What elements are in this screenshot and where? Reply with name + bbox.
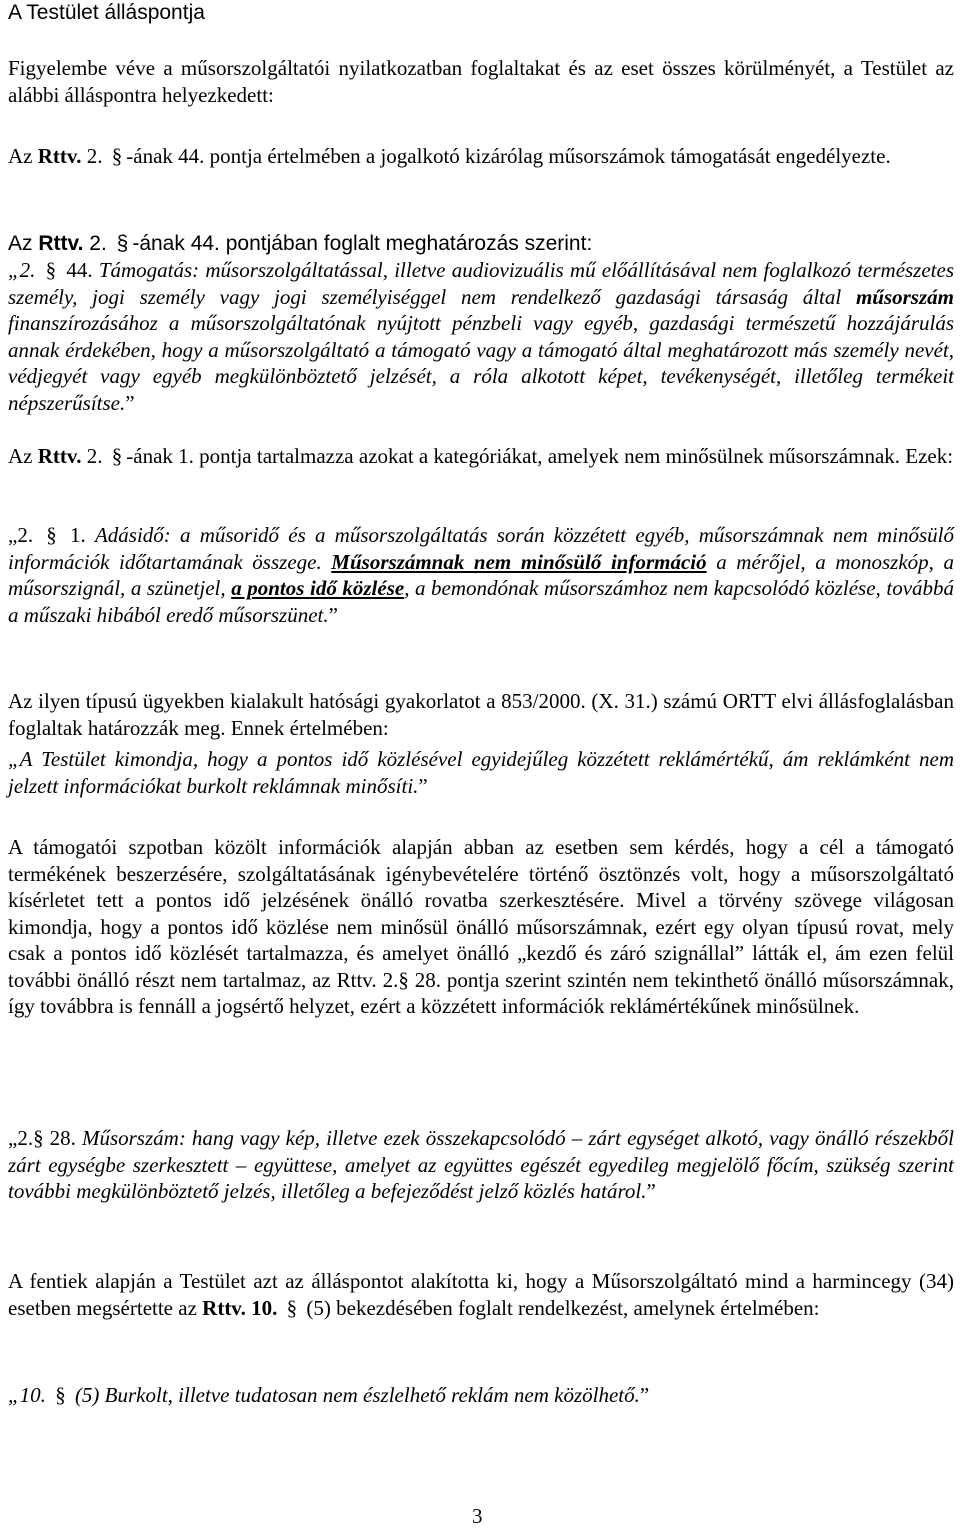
section-sign: § (111, 444, 123, 468)
section-sign: § (33, 1126, 44, 1150)
rttv-44-paragraph: Az Rttv. 2. § -ának 44. pontja értelmében a jogalkotó kizárólag műsorszámok támogatását engedélyezte. (8, 144, 891, 168)
covert-advertising-quote: „10. § (5) Burkolt, illetve tudatosan nem észlelhető reklám nem közölhető.” (8, 1383, 650, 1407)
section-sign: § (398, 967, 409, 992)
practice-paragraph: Az ilyen típusú ügyekben kialakult hatósági gyakorlatot a 853/2000. (X. 31.) számú ORTT elvi állásfoglalásban foglaltak határozzák meg. Ennek értelmében: (8, 689, 954, 740)
rttv-1-paragraph: Az Rttv. 2. § -ának 1. pontja tartalmazza azokat a kategóriákat, amelyek nem minősülnek műsorszámnak. Ezek: (8, 444, 954, 468)
intro-paragraph: Figyelembe véve a műsorszolgáltatói nyilatkozatban foglaltakat és az eset összes körülményét, a Testület az alábbi álláspontra helyezkedett: (8, 56, 954, 107)
section-sign: § (116, 232, 129, 255)
ortt-position-quote: „A Testület kimondja, hogy a pontos idő közlésével egyidejűleg közzétett reklámértékű, ám reklámként nem jelzett információkat burkolt reklámnak minősíti.” (8, 747, 954, 798)
section-sign: § (46, 523, 57, 547)
sponsorship-definition-quote: „2. § 44. Támogatás: műsorszolgáltatással, illetve audiovizuális mű előállításával nem foglalkozó természetes személy, jogi személy vagy jogi személyiséggel nem rendelkező gazdasági társaság által műsorszám finanszírozásához a műsorszolgáltatónak nyújtott pénzbeli vagy egyéb, gazdasági természetű hozzájárulás annak érdekében, hogy a műsorszolgáltató a támogató vagy a támogató által meghatározott más személy nevét, védjegyét vagy egyéb megkülönböztető jelzését, a róla alkotott képet, tevékenységét, illetőleg termékeit népszerűsítse.” (8, 258, 955, 415)
airtime-definition-quote: „2. § 1. Adásidő: a műsoridő és a műsorszolgáltatás során közzétett egyéb, műsorszámnak nem minősülő információk időtartamának összege. Műsorszámnak nem minősülő információ a mérőjel, a monoszkóp, a műsorszignál, a szünetjel, a pontos idő közlése, a bemondónak műsorszámhoz nem kapcsolódó közlése, továbbá a műszaki hibából eredő műsorszünet.” (8, 523, 955, 627)
definition-intro: Az Rttv. 2. § -ának 44. pontjában foglalt meghatározás szerint: (8, 232, 593, 255)
section-sign: § (111, 144, 123, 168)
section-sign: § (286, 1295, 298, 1320)
page-number: 3 (472, 1504, 483, 1528)
conclusion-paragraph: A fentiek alapján a Testület azt az álláspontot alakította ki, hogy a Műsorszolgáltató mind a harmincegy (34) esetben megsértette az Rttv. 10. § (5) bekezdésében foglalt rendelkezést, amelynek értelmében: (8, 1269, 954, 1320)
program-definition-quote: „2.§ 28. Műsorszám: hang vagy kép, illetve ezek összekapcsolódó – zárt egységet alkotó, vagy önálló részekből zárt egységbe szerkesztett – együttese, amelyet az együttes egészét egyedileg megjelölő főcím, szükség szerint további megkülönböztető jelzés, illetőleg a befejeződést jelző közlés határol.” (8, 1126, 954, 1203)
section-heading: A Testület álláspontja (8, 1, 205, 24)
section-sign: § (55, 1383, 66, 1407)
analysis-paragraph: A támogatói szpotban közölt információk alapján abban az esetben sem kérdés, hogy a cél a támogató termékének beszerzésére, szolgáltatásának igénybevételére történő ösztönzés volt, hogy a műsorszolgáltató kísérletet tett a pontos idő jelzésének önálló rovatba szerkesztésére. Mivel a törvény szövege világosan kimondja, hogy a pontos idő közlése nem minősül önálló műsorszámnak, ezért egy olyan típusú rovat, mely csak a pontos idő közlését tartalmazza, és amelyet önálló „kezdő és záró szignállal” látták el, ám ezen felül további önálló részt nem tartalmaz, az Rttv. 2.§ 28. pontja szerint szintén nem tekinthető önálló műsorszámnak, így továbbra is fennáll a jogsértő helyzet, ezért a közzétett információk reklámértékűnek minősülnek. (8, 835, 954, 1018)
section-sign: § (45, 258, 57, 282)
